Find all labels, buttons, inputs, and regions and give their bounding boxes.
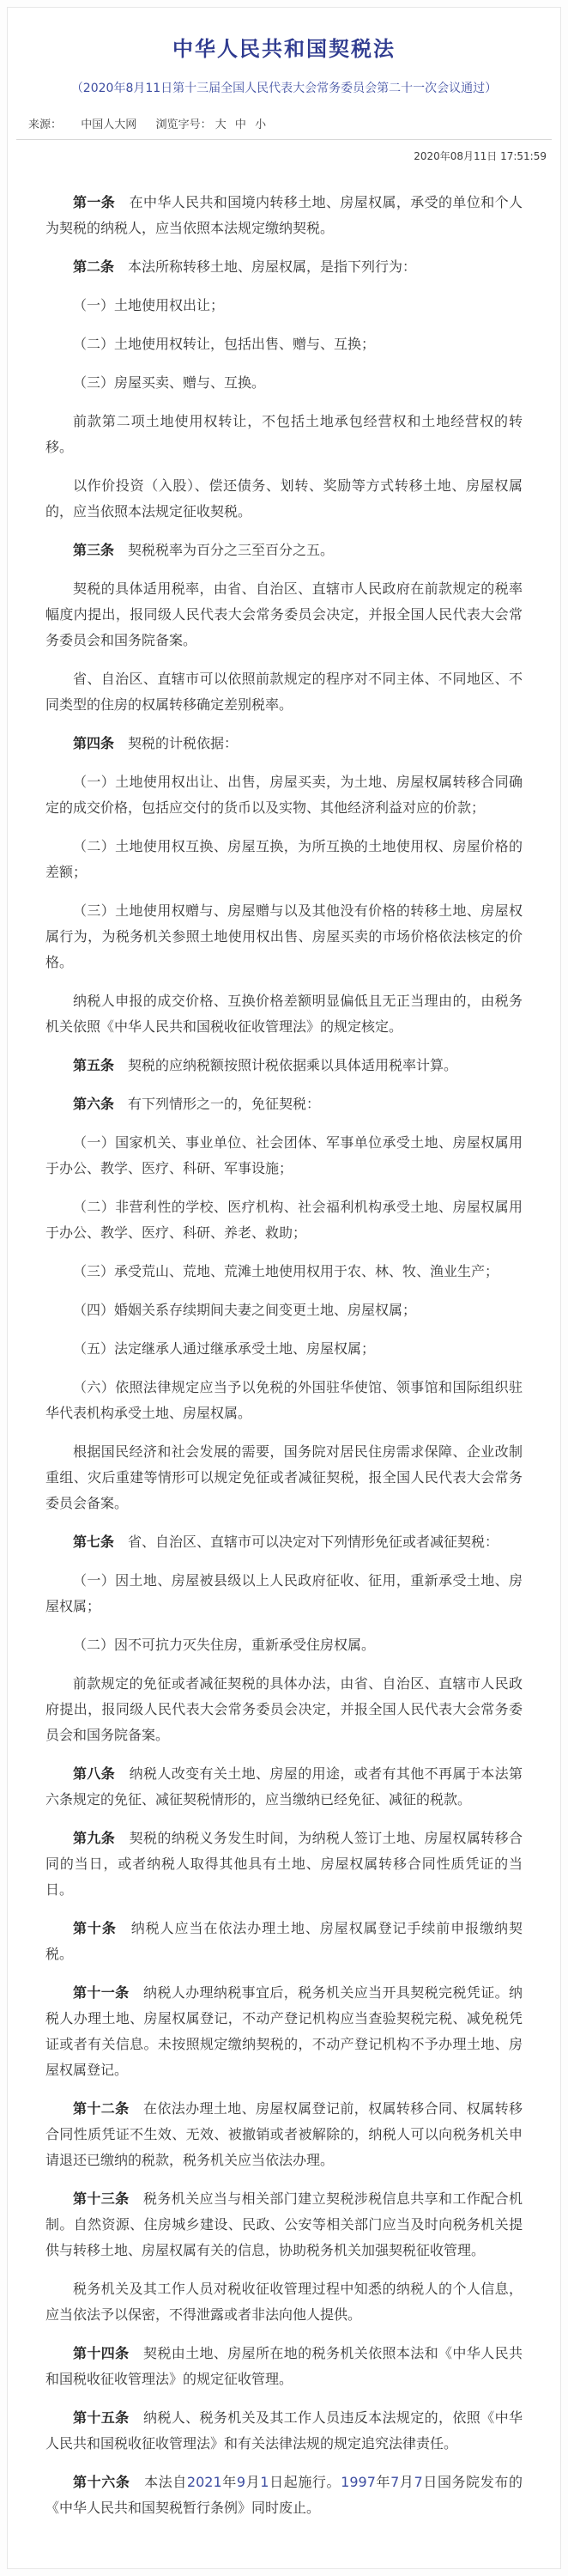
font-size-label: 浏览字号： (155, 118, 212, 131)
page-subtitle: （2020年8月11日第十三届全国人民代表大会常务委员会第二十一次会议通过） (70, 82, 498, 95)
font-size-large-button[interactable]: 大 (215, 118, 227, 131)
law-paragraph: 第七条 省、自治区、直辖市可以决定对下列情形免征或者减征契税： (73, 1534, 499, 1550)
article-number: 第十四条 (73, 2345, 130, 2361)
law-paragraph: 纳税人申报的成交价格、互换价格差额明显偏低且无正当理由的，由税务机关依照《中华人民共和国税收征收管理法》的规定核定。 (45, 993, 523, 1035)
article-number: 第十六条 (73, 2474, 130, 2490)
law-paragraph: 契税的具体适用税率，由省、自治区、直辖市人民政府在前款规定的税率幅度内提出，报同级人民代表大会常务委员会决定，并报全国人民代表大会常务委员会和国务院备案。 (45, 580, 523, 648)
law-paragraph: 税务机关及其工作人员对税收征收管理过程中知悉的纳税人的个人信息，应当依法予以保密，不得泄露或者非法向他人提供。 (45, 2281, 523, 2323)
law-paragraph: 省、自治区、直辖市可以依照前款规定的程序对不同主体、不同地区、不同类型的住房的权属转移确定差别税率。 (45, 671, 523, 713)
law-paragraph: 第四条 契税的计税依据： (73, 735, 239, 751)
law-paragraph: 第十条 纳税人应当在依法办理土地、房屋权属登记手续前申报缴纳契税。 (45, 1920, 523, 1962)
law-paragraph: 第十五条 纳税人、税务机关及其工作人员违反本法规定的，依照《中华人民共和国税收征收管理法》和有关法律法规的规定追究法律责任。 (45, 2409, 523, 2451)
article-number: 第八条 (73, 1765, 116, 1782)
article-number: 第三条 (73, 542, 115, 558)
article-number: 第十二条 (73, 2100, 130, 2117)
law-paragraph: 第一条 在中华人民共和国境内转移土地、房屋权属，承受的单位和个人为契税的纳税人，应当依照本法规定缴纳契税。 (45, 194, 523, 236)
law-article-body (8, 163, 560, 2543)
date-number: 2021 (186, 2474, 222, 2490)
law-paragraph: 第九条 契税的纳税义务发生时间，为纳税人签订土地、房屋权属转移合同的当日，或者纳税人取得其他具有土地、房屋权属转移合同性质凭证的当日。 (45, 1830, 523, 1898)
source-label: 来源： (28, 118, 63, 131)
law-paragraph: 第十二条 在依法办理土地、房屋权属登记前，权属转移合同、权属转移合同性质凭证不生效、无效、被撤销或者被解除的，纳税人可以向税务机关申请退还已缴纳的税款，税务机关应当依法办理。 (45, 2100, 523, 2168)
law-paragraph: 第六条 有下列情形之一的，免征契税： (73, 1096, 321, 1112)
date-number: 9 (236, 2474, 246, 2490)
law-paragraph: （二）因不可抗力灭失住房，重新承受住房权属。 (73, 1637, 376, 1653)
law-paragraph: 第五条 契税的应纳税额按照计税依据乘以具体适用税率计算。 (73, 1057, 458, 1073)
date-number: 7 (390, 2474, 400, 2490)
law-paragraph: （一）因土地、房屋被县级以上人民政府征收、征用，重新承受土地、房屋权属； (45, 1572, 523, 1614)
law-paragraph: 前款第二项土地使用权转让，不包括土地承包经营权和土地经营权的转移。 (45, 413, 523, 455)
article-number: 第二条 (73, 258, 115, 275)
law-paragraph: 第十三条 税务机关应当与相关部门建立契税涉税信息共享和工作配合机制。自然资源、住房城乡建设、民政、公安等相关部门应当及时向税务机关提供与转移土地、房屋权属有关的信息，协助税务机关加强契税征收管理。 (45, 2190, 523, 2258)
law-paragraph: （一）土地使用权出让； (73, 297, 225, 313)
law-paragraph: 以作价投资（入股）、偿还债务、划转、奖励等方式转移土地、房屋权属的，应当依照本法规定征收契税。 (45, 477, 523, 519)
law-paragraph: （三）承受荒山、荒地、荒滩土地使用权用于农、林、牧、渔业生产； (73, 1263, 499, 1279)
law-paragraph: （六）依照法律规定应当予以免税的外国驻华使馆、领事馆和国际组织驻华代表机构承受土地、房屋权属。 (45, 1379, 523, 1421)
law-paragraph: （三）房屋买卖、赠与、互换。 (73, 374, 266, 391)
article-number: 第五条 (73, 1057, 115, 1073)
publish-datetime: 2020年08月11日 17:51:59 (414, 150, 547, 162)
article-number: 第十条 (73, 1920, 117, 1936)
law-paragraph: （二）非营利性的学校、医疗机构、社会福利机构承受土地、房屋权属用于办公、教学、医疗、科研、养老、救助； (45, 1199, 523, 1241)
source-value: 中国人大网 (81, 118, 137, 131)
article-number: 第七条 (73, 1534, 115, 1550)
article-number: 第四条 (73, 735, 115, 751)
law-paragraph: （一）国家机关、事业单位、社会团体、军事单位承受土地、房屋权属用于办公、教学、医疗、科研、军事设施； (45, 1134, 523, 1176)
font-size-small-button[interactable]: 小 (255, 118, 267, 131)
law-paragraph: （三）土地使用权赠与、房屋赠与以及其他没有价格的转移土地、房屋权属行为，为税务机关参照土地使用权出售、房屋买卖的市场价格依法核定的价格。 (45, 902, 523, 970)
law-paragraph: 第三条 契税税率为百分之三至百分之五。 (73, 542, 335, 558)
law-paragraph: （二）土地使用权互换、房屋互换，为所互换的土地使用权、房屋价格的差额； (45, 838, 523, 880)
article-number: 第十三条 (73, 2190, 130, 2207)
article-number: 第十一条 (73, 1984, 130, 2001)
article-number: 第一条 (73, 194, 116, 210)
font-size-medium-button[interactable]: 中 (234, 118, 246, 131)
date-number: 1997 (341, 2474, 376, 2490)
law-paragraph: 第八条 纳税人改变有关土地、房屋的用途，或者有其他不再属于本法第六条规定的免征、减征契税情形的，应当缴纳已经免征、减征的税款。 (45, 1765, 523, 1807)
page-title: 中华人民共和国契税法 (172, 37, 396, 61)
article-number: 第十五条 (73, 2409, 130, 2426)
law-paragraph: （一）土地使用权出让、出售，房屋买卖，为土地、房屋权属转移合同确定的成交价格，包括应交付的货币以及实物、其他经济利益对应的价款； (45, 774, 523, 816)
article-number: 第六条 (73, 1096, 115, 1112)
date-number: 7 (414, 2474, 423, 2490)
law-paragraph: 第十一条 纳税人办理纳税事宜后，税务机关应当开具契税完税凭证。纳税人办理土地、房屋权属登记，不动产登记机构应当查验契税完税、减免税凭证或者有关信息。未按照规定缴纳契税的，不动产登记机构不予办理土地、房屋权属登记。 (45, 1984, 523, 2078)
date-number: 1 (260, 2474, 269, 2490)
law-paragraph: （五）法定继承人通过继承承受土地、房屋权属； (73, 1340, 376, 1357)
law-paragraph: 第十六条 本法自2021年9月1日起施行。1997年7月7日国务院发布的《中华人民共和国契税暂行条例》同时废止。 (45, 2474, 523, 2516)
law-paragraph: 根据国民经济和社会发展的需要，国务院对居民住房需求保障、企业改制重组、灾后重建等情形可以规定免征或者减征契税，报全国人民代表大会常务委员会备案。 (45, 1443, 523, 1511)
law-paragraph: （四）婚姻关系存续期间夫妻之间变更土地、房屋权属； (73, 1302, 417, 1318)
article-number: 第九条 (73, 1830, 116, 1846)
meta-row (8, 96, 560, 139)
law-paragraph: 第十四条 契税由土地、房屋所在地的税务机关依照本法和《中华人民共和国税收征收管理法》的规定征收管理。 (45, 2345, 523, 2387)
document-frame (7, 7, 561, 2569)
law-paragraph: （二）土地使用权转让，包括出售、赠与、互换； (73, 336, 376, 352)
law-paragraph: 第二条 本法所称转移土地、房屋权属，是指下列行为： (73, 258, 417, 275)
law-paragraph: 前款规定的免征或者减征契税的具体办法，由省、自治区、直辖市人民政府提出，报同级人民代表大会常务委员会决定，并报全国人民代表大会常务委员会和国务院备案。 (45, 1675, 523, 1743)
